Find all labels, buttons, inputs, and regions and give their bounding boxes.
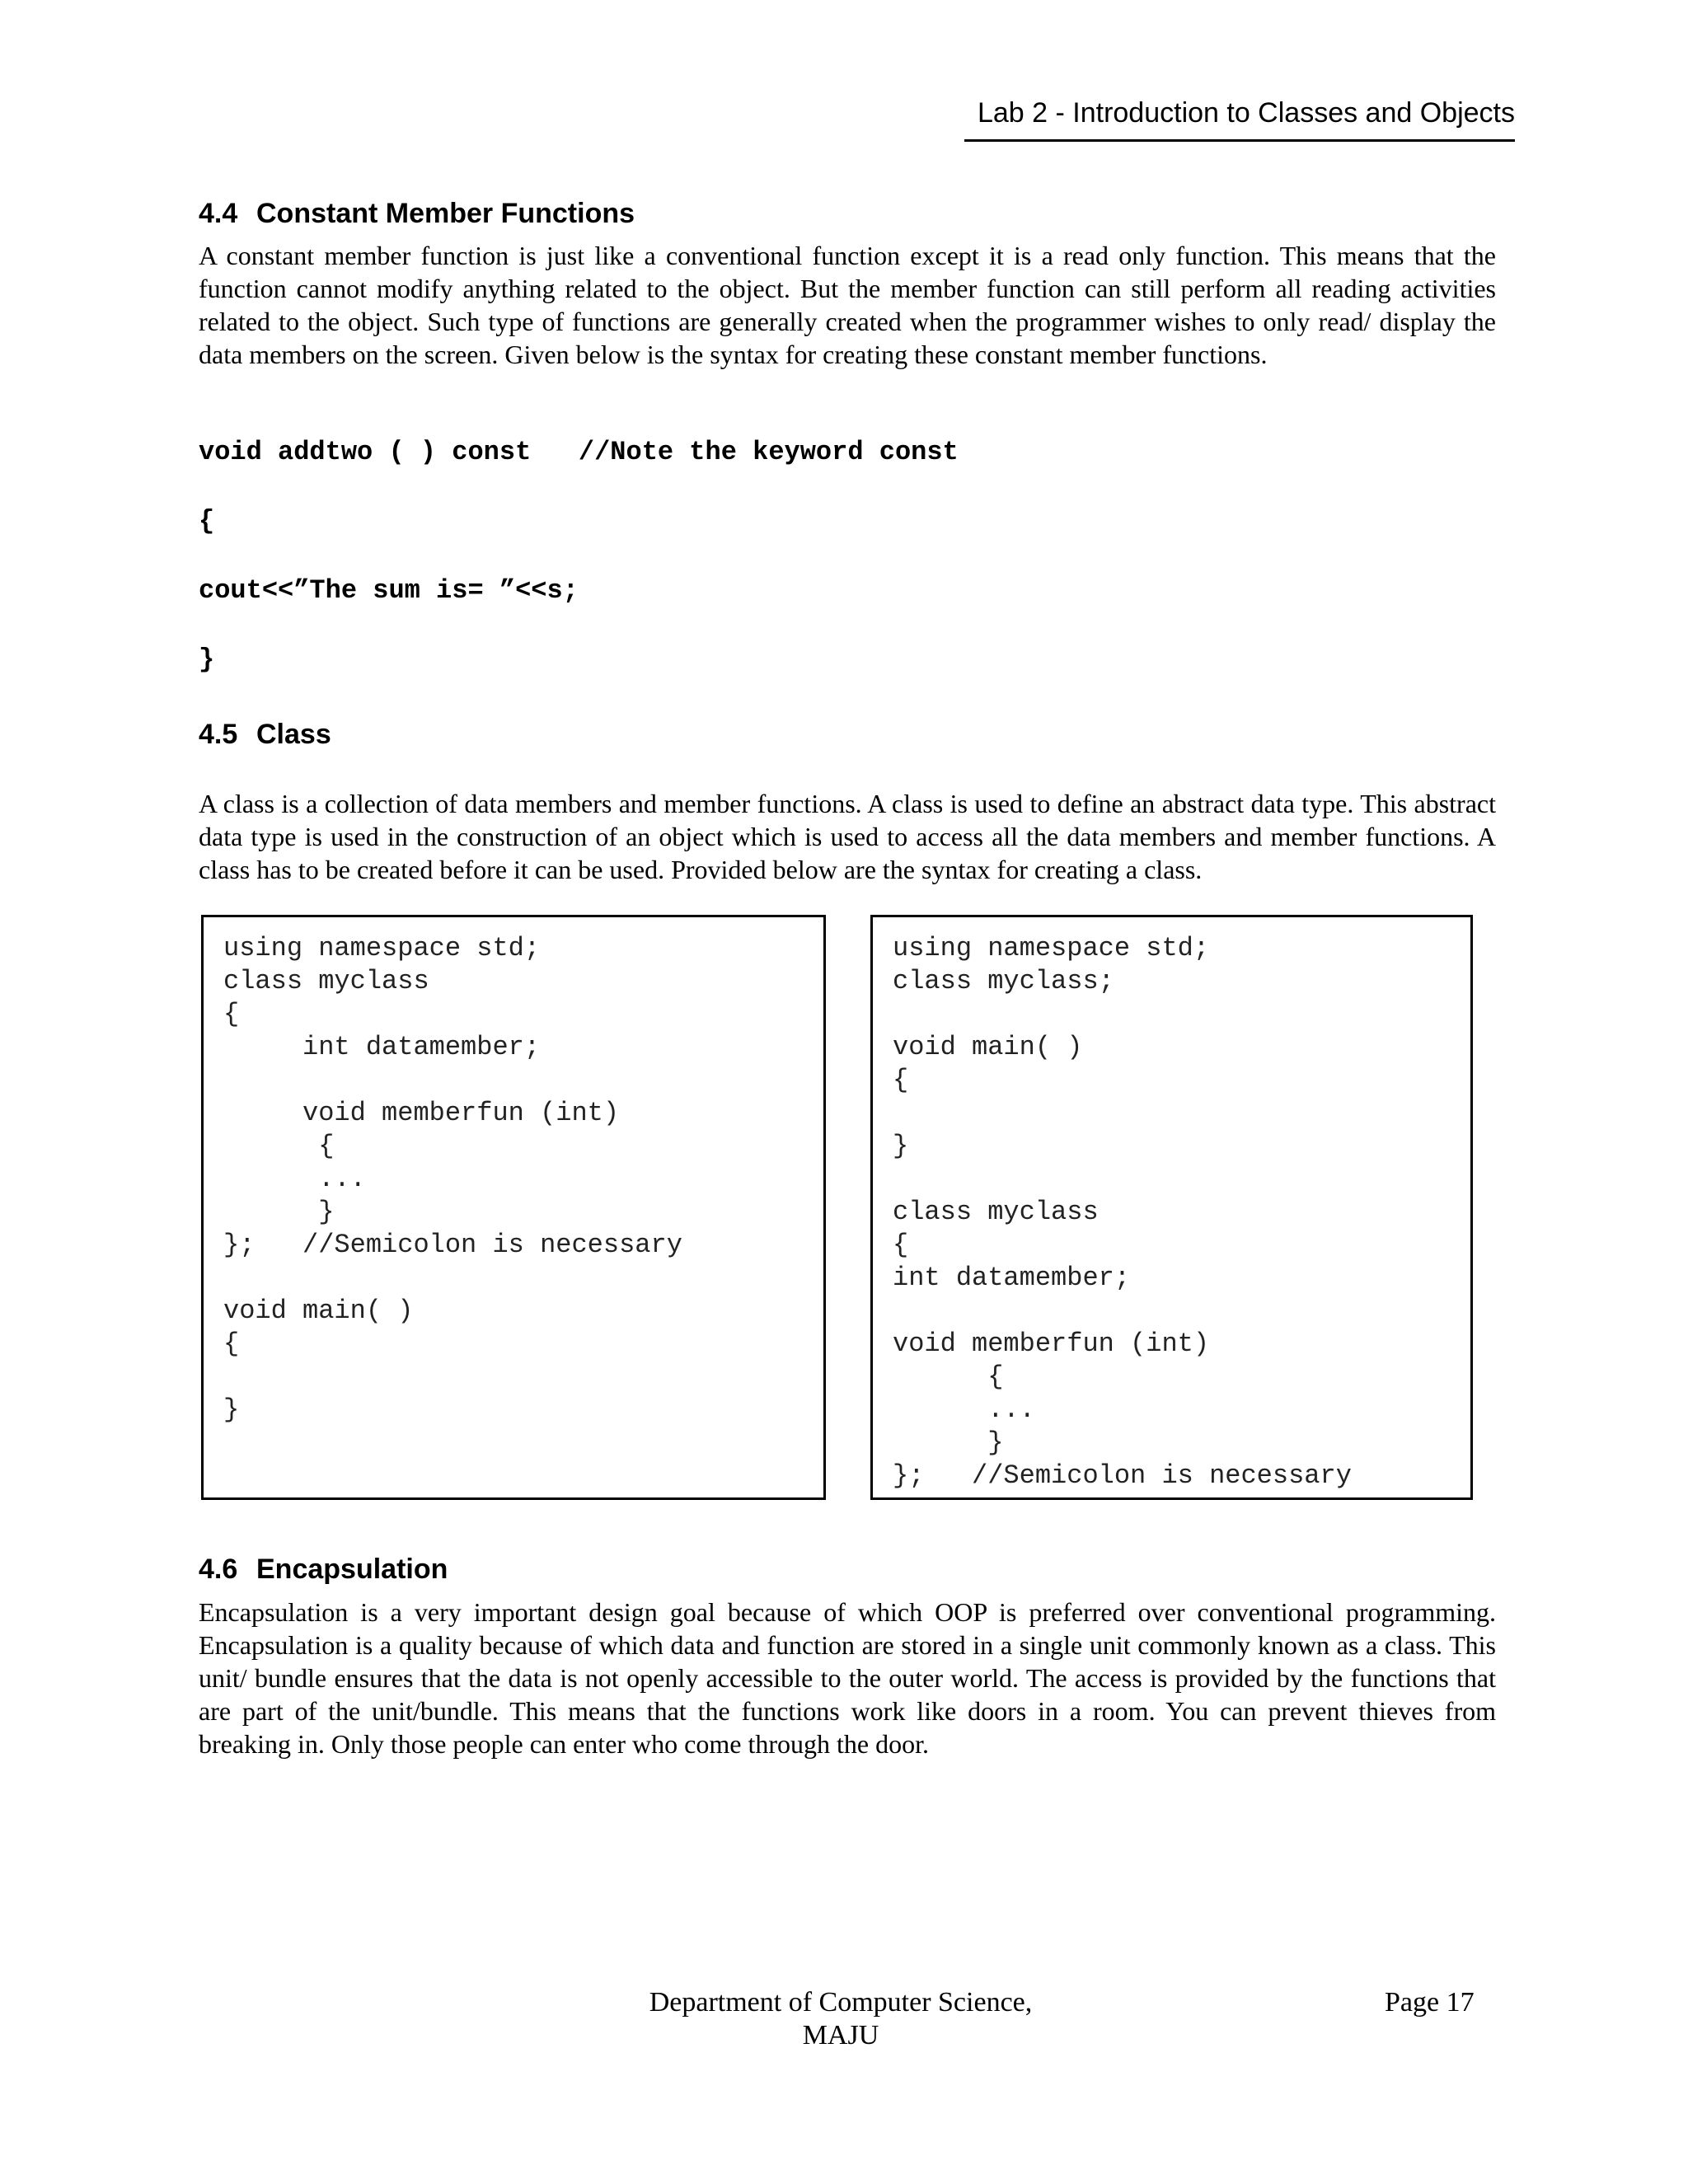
code-box-class-before-main <box>201 915 826 1500</box>
code-listing: using namespace std; class myclass; void main( ) { } class myclass { int datamember; void memberfun (int) { ... } }; //Semicolon is necessary <box>893 933 1352 1491</box>
code-line-close-brace: } <box>199 644 215 675</box>
section-4-5-body: A class is a collection of data members and member functions. A class is used to define an abstract data type. This abstract data type is used in the construction of an object which is used to access all the data members and member functions. A class has to be created before it can be used. Provided below are the syntax for creating a class. <box>199 789 1496 884</box>
code-line-open-brace: { <box>199 506 215 537</box>
section-number: 4.5 <box>199 719 238 750</box>
code-line-cout: cout<<”The sum is= ”<<s; <box>199 575 579 606</box>
code-line-signature: void addtwo ( ) const //Note the keyword const <box>199 437 959 467</box>
section-number: 4.4 <box>199 198 238 229</box>
section-heading-4-6 <box>199 1554 448 1586</box>
page-footer <box>577 1986 1104 2052</box>
section-number: 4.6 <box>199 1554 238 1585</box>
section-heading-4-5 <box>199 719 331 751</box>
section-title: Encapsulation <box>256 1554 448 1585</box>
footer-department: Department of Computer Science, <box>649 1987 1033 2018</box>
section-title: Class <box>256 719 331 750</box>
section-4-6-body: Encapsulation is a very important design goal because of which OOP is preferred over conventional programming. Encapsulation is a quality because of which data and function are stored in a single unit commonly known as a class. This unit/ bundle ensures that the data is not openly accessible to the outer world. The access is provided by the functions that are part of the unit/bundle. This means that the functions work like doors in a room. You can prevent thieves from breaking in. Only those people can enter who come through the door. <box>199 1597 1496 1759</box>
page-number: Page 17 <box>1385 1987 1475 2018</box>
code-box-class-after-main <box>870 915 1473 1500</box>
code-listing: using namespace std; class myclass { int datamember; void memberfun (int) { ... } }; //Semicolon is necessary void main( ) { } <box>223 933 682 1425</box>
running-header: Lab 2 - Introduction to Classes and Objects <box>964 97 1515 142</box>
section-4-4-body: A constant member function is just like a conventional function except it is a read only function. This means that the function cannot modify anything related to the object. But the member function can still perform all reading activities related to the object. Such type of functions are generally created when the programmer wishes to only read/ display the data members on the screen. Given below is the syntax for creating these constant member functions. <box>199 241 1496 369</box>
section-title: Constant Member Functions <box>256 198 635 229</box>
footer-university: MAJU <box>802 2020 879 2050</box>
section-heading-4-4 <box>199 198 635 230</box>
